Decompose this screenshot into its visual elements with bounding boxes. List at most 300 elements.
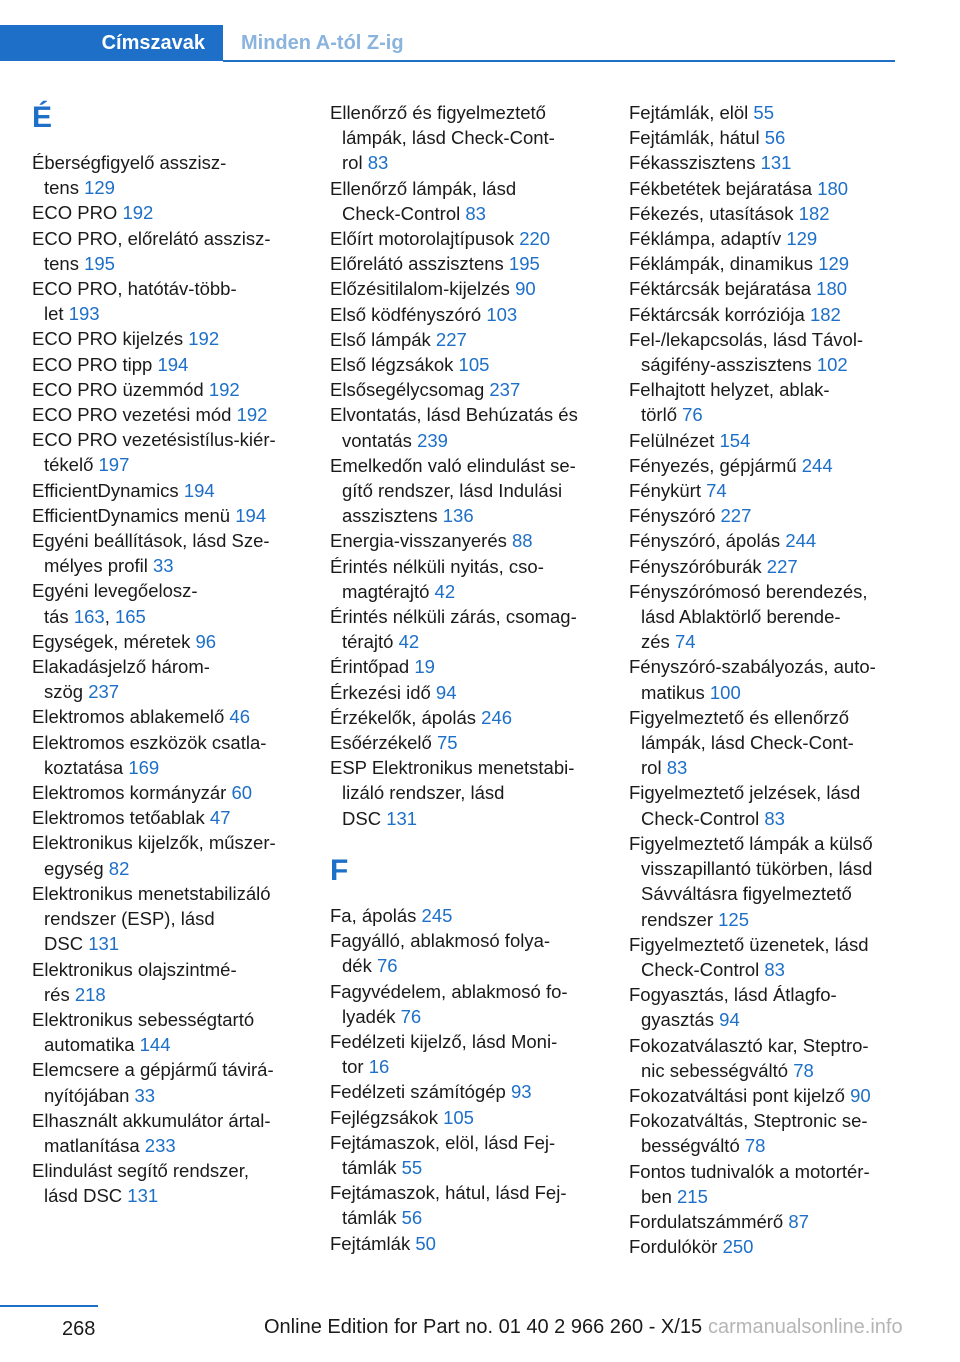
entry-text: ECO PRO, előrelátó asszisz- [32, 227, 271, 249]
page-link[interactable]: 237 [489, 379, 521, 401]
entry-text: Elektromos ablakemelő [32, 706, 225, 728]
section-letter: É [32, 101, 53, 134]
index-entry [629, 453, 901, 478]
index-entry [32, 377, 304, 402]
entry-text: lyadék [342, 1005, 396, 1027]
entry-text: zés [641, 631, 670, 653]
entry-text: Érzékelők, ápolás [330, 706, 477, 728]
index-entry [32, 276, 304, 326]
index-entry [32, 352, 304, 377]
page-link[interactable]: 33 [134, 1084, 156, 1106]
entry-text: Fel-/lekapcsolás, lásd Távol- [629, 328, 864, 350]
page-link[interactable]: 16 [368, 1056, 390, 1078]
index-entry [330, 928, 602, 978]
index-entry [330, 176, 602, 226]
page-link[interactable]: 131 [127, 1185, 159, 1207]
index-entry [32, 427, 304, 477]
index-entry [629, 1083, 901, 1108]
entry-text: Érkezési idő [330, 681, 431, 703]
index-entry [32, 704, 304, 729]
entry-text: Fedélzeti számítógép [330, 1081, 506, 1103]
entry-text: Check-Control [342, 202, 461, 224]
entry-text: Elakadásjelző három- [32, 656, 210, 678]
entry-text: Fa, ápolás [330, 904, 417, 926]
entry-text: lámpák, lásd Check-Cont- [342, 127, 555, 149]
index-entry [330, 1130, 602, 1180]
page-number: 268 [62, 1318, 96, 1340]
index-entry [629, 1234, 901, 1259]
index-entry [629, 428, 901, 453]
index-entry [32, 629, 304, 654]
entry-text: Fordulókör [629, 1236, 718, 1258]
page-link[interactable]: 90 [515, 278, 536, 300]
index-entry [330, 226, 602, 251]
entry-text: tens [44, 252, 79, 274]
page-link[interactable]: 131 [88, 933, 120, 955]
page-link[interactable]: 19 [414, 656, 435, 678]
page-link[interactable]: 136 [442, 505, 474, 527]
index-entry [330, 528, 602, 553]
index-entry [629, 503, 901, 528]
entry-text: Fékezés, utasítások [629, 202, 794, 224]
page-link[interactable]: 131 [386, 807, 418, 829]
page-link[interactable]: 78 [744, 1135, 766, 1157]
entry-text: rol [342, 152, 363, 174]
index-entry [32, 226, 304, 276]
entry-text: ECO PRO [32, 202, 118, 224]
entry-text: vontatás [342, 429, 412, 451]
index-entry [32, 881, 304, 957]
page-link[interactable]: 76 [376, 955, 398, 977]
index-entry [32, 654, 304, 704]
page-link[interactable]: 154 [719, 429, 751, 451]
entry-text: Fordulatszámmérő [629, 1210, 784, 1232]
entry-text: lásd DSC [44, 1185, 123, 1207]
index-entry [330, 755, 602, 831]
page-link[interactable]: 56 [764, 127, 786, 149]
page-link[interactable]: 82 [108, 857, 130, 879]
entry-text: dék [342, 955, 372, 977]
entry-text: koztatása [44, 756, 124, 778]
entry-text: tás [44, 605, 69, 627]
index-entry [629, 654, 901, 704]
entry-text: Fejtámlák, hátul [629, 127, 760, 149]
index-entry [629, 327, 901, 377]
index-entry [629, 932, 901, 982]
entry-text: Egységek, méretek [32, 630, 191, 652]
index-entry [629, 478, 901, 503]
entry-text: Fedélzeti kijelző, lásd Moni- [330, 1030, 558, 1052]
page-link[interactable]: 192 [208, 378, 240, 400]
entry-text: EfficientDynamics menü [32, 504, 231, 526]
page-link[interactable]: 83 [666, 757, 688, 779]
index-entry [629, 528, 901, 553]
entry-text: EfficientDynamics [32, 479, 179, 501]
page-link[interactable]: 75 [436, 732, 458, 754]
page-link[interactable]: 83 [764, 807, 785, 829]
header-tabbar [0, 25, 895, 61]
page-link[interactable]: 169 [128, 756, 160, 778]
entry-text: Előrelátó asszisztens [330, 253, 504, 275]
entry-text: Érintés nélküli nyitás, cso- [330, 555, 544, 577]
page-link[interactable]: 76 [400, 1005, 422, 1027]
index-entry [330, 100, 602, 176]
index-entry [629, 1033, 901, 1083]
entry-text: Fénykürt [629, 480, 701, 502]
entry-text: DSC [44, 933, 84, 955]
entry-text: lizáló rendszer, lásd [342, 782, 505, 804]
index-entry [629, 125, 901, 150]
index-entry [629, 377, 901, 427]
index-entry [32, 805, 304, 830]
page-link[interactable]: 250 [722, 1236, 754, 1258]
watermark: carmanualsonline.info [708, 1316, 903, 1338]
page-link[interactable]: 182 [809, 303, 841, 325]
page-link[interactable]: 220 [519, 228, 551, 250]
page-link[interactable]: 76 [682, 404, 703, 426]
section-letter: F [330, 853, 349, 887]
entry-text: rol [641, 757, 662, 779]
page-link[interactable]: 239 [417, 429, 448, 451]
index-entry [330, 1105, 602, 1130]
page-link[interactable]: 193 [68, 303, 100, 325]
index-entry [629, 1209, 901, 1234]
page-link[interactable]: 105 [443, 1106, 474, 1128]
entry-text: mélyes profil [44, 555, 148, 577]
entry-text: térajtó [342, 631, 394, 653]
entry-text: Elvontatás, lásd Behúzatás és [330, 404, 578, 426]
entry-text: Fényszóró [629, 505, 716, 527]
entry-text: automatika [44, 1034, 135, 1056]
entry-text: Figyelmeztető üzenetek, lásd [629, 933, 869, 955]
page-link[interactable]: 246 [481, 706, 513, 728]
index-entry [629, 251, 901, 276]
entry-text: gítő rendszer, lásd Indulási [342, 480, 563, 502]
entry-text: egység [44, 857, 104, 879]
index-entry [629, 705, 901, 781]
page-link[interactable]: 125 [718, 908, 749, 930]
page-link[interactable]: 195 [84, 252, 115, 274]
entry-text: Féklámpa, adaptív [629, 228, 782, 250]
entry-text: Féklámpák, dinamikus [629, 253, 814, 275]
page-link[interactable]: 83 [465, 202, 486, 224]
page-link[interactable]: 131 [760, 152, 792, 174]
index-entry [330, 402, 602, 452]
index-column-1 [32, 100, 304, 1209]
index-entry [330, 302, 602, 327]
index-entry [629, 1108, 901, 1158]
index-entry: Egyéni levegőelosz- tás 163, 165 [32, 580, 198, 627]
page-link[interactable]: 195 [508, 253, 540, 275]
page-link[interactable]: 218 [74, 983, 106, 1005]
entry-text: bességváltó [641, 1135, 740, 1157]
entry-text: Elektromos kormányzár [32, 782, 227, 804]
index-entry [32, 1158, 304, 1208]
entry-text: Ellenőrző és figyelmeztető [330, 102, 546, 123]
entry-text: nyítójában [44, 1084, 130, 1106]
entry-text: Elemcsere a gépjármű távirá- [32, 1059, 274, 1081]
entry-text: rendszer (ESP), lásd [44, 908, 215, 930]
page-link[interactable]: 180 [816, 278, 848, 300]
entry-text: Előzésitilalom-kijelzés [330, 278, 510, 300]
entry-text: Fagyálló, ablakmosó folya- [330, 930, 551, 952]
entry-text: Elektronikus kijelzők, műszer- [32, 832, 276, 854]
index-entry [629, 982, 901, 1032]
page-link[interactable]: 129 [84, 177, 115, 199]
index-entry [330, 1180, 602, 1230]
page-link[interactable]: 55 [401, 1156, 423, 1178]
footer-divider [0, 1305, 98, 1307]
index-entry [32, 150, 304, 200]
entry-text: Elektromos tetőablak [32, 807, 205, 829]
entry-text: ságifény-asszisztens [641, 354, 812, 376]
index-column-2 [330, 100, 602, 1256]
page-link[interactable]: 87 [788, 1210, 809, 1232]
page-link[interactable]: 129 [818, 253, 850, 275]
entry-text: tens [44, 177, 79, 199]
index-entry [330, 903, 602, 928]
index-entry [330, 377, 602, 402]
entry-text: Fényszóróburák [629, 555, 762, 577]
page-link[interactable]: 50 [415, 1232, 436, 1254]
entry-text: Féktárcsák bejáratása [629, 278, 812, 300]
entry-text: Check-Control [641, 807, 760, 829]
entry-text: ECO PRO, hatótáv-több- [32, 278, 237, 300]
entry-text: lásd Ablaktörlő berende- [641, 606, 841, 628]
page-link[interactable]: 182 [798, 202, 830, 224]
page-link[interactable]: 233 [144, 1134, 176, 1156]
entry-text: matikus [641, 681, 705, 703]
entry-text: Elektromos eszközök csatla- [32, 731, 267, 753]
page-link[interactable]: 163 [73, 605, 105, 627]
page-link[interactable]: 102 [816, 354, 848, 376]
entry-text: Egyéni levegőelosz- [32, 580, 198, 602]
entry-text: Emelkedőn való elindulást se- [330, 454, 576, 476]
index-entry [32, 200, 304, 225]
entry-text: Fejtámlák, elöl [629, 102, 749, 123]
entry-text: Fékbetétek bejáratása [629, 177, 813, 199]
page-link[interactable]: 192 [236, 404, 268, 426]
entry-text: Elsősegélycsomag [330, 379, 485, 401]
entry-text: rés [44, 983, 70, 1005]
entry-text: nic sebességváltó [641, 1059, 789, 1081]
entry-text: Egyéni beállítások, lásd Sze- [32, 530, 270, 552]
page-link[interactable]: 55 [753, 102, 774, 123]
page-link[interactable]: 237 [88, 681, 120, 703]
entry-text: ESP Elektronikus menetstabi- [330, 757, 575, 779]
index-entry [330, 730, 602, 755]
page-link[interactable]: 227 [720, 505, 752, 527]
tab-minden-a-z[interactable]: Minden A-tól Z-ig [241, 31, 404, 54]
entry-text: Figyelmeztető és ellenőrző [629, 706, 850, 728]
entry-text: Check-Control [641, 958, 760, 980]
entry-text: Elhasznált akkumulátor ártal- [32, 1109, 271, 1131]
entry-text: Fontos tudnivalók a motortér- [629, 1160, 870, 1182]
index-entry [32, 1057, 304, 1107]
page-link[interactable]: 47 [209, 807, 231, 829]
index-entry [330, 276, 602, 301]
entry-text: Ellenőrző lámpák, lásd [330, 177, 517, 199]
entry-text: tor [342, 1056, 364, 1078]
page-link[interactable]: 129 [786, 228, 818, 250]
index-entry [32, 780, 304, 805]
entry-text: Érintés nélküli zárás, csomag- [330, 606, 577, 628]
page-link[interactable]: 192 [122, 202, 154, 224]
page-link[interactable]: 42 [398, 631, 420, 653]
entry-text: Fejtámaszok, hátul, lásd Fej- [330, 1182, 567, 1204]
entry-text: Fogyasztás, lásd Átlagfo- [629, 984, 837, 1006]
entry-text: gyasztás [641, 1009, 715, 1031]
page-link[interactable]: 100 [709, 681, 741, 703]
page-link[interactable]: 165 [114, 605, 146, 627]
entry-text: matlanítása [44, 1134, 140, 1156]
tab-cimszavak[interactable]: Címszavak [0, 25, 223, 61]
index-entry [629, 554, 901, 579]
index-entry [330, 352, 602, 377]
page-link[interactable]: 194 [235, 504, 267, 526]
index-entry [330, 979, 602, 1029]
page-link[interactable]: 245 [421, 904, 453, 926]
index-entry [32, 957, 304, 1007]
entry-text: Fokozatváltás, Steptronic se- [629, 1110, 868, 1132]
index-entry [629, 276, 901, 301]
page-link[interactable]: 94 [719, 1009, 740, 1031]
page-link[interactable]: 194 [183, 479, 215, 501]
index-entry [32, 478, 304, 503]
index-entry [629, 579, 901, 655]
entry-text: Fagyvédelem, ablakmosó fo- [330, 980, 568, 1002]
page-link[interactable]: 194 [157, 353, 189, 375]
page-link[interactable]: 96 [195, 630, 217, 652]
entry-text: asszisztens [342, 505, 438, 527]
entry-text: ECO PRO kijelzés [32, 328, 184, 350]
page-link[interactable]: 60 [231, 782, 253, 804]
entry-text: Energia-visszanyerés [330, 530, 507, 552]
entry-text: Féktárcsák korróziója [629, 303, 805, 325]
entry-text: Esőérzékelő [330, 732, 432, 754]
index-entry [330, 327, 602, 352]
index-entry [32, 402, 304, 427]
index-column-3 [629, 100, 901, 1259]
page-link[interactable]: 215 [677, 1185, 708, 1207]
index-entry [629, 201, 901, 226]
index-entry [330, 705, 602, 730]
page-link[interactable]: 227 [766, 555, 798, 577]
entry-text: tékelő [44, 454, 94, 476]
index-entry [32, 1007, 304, 1057]
page-link[interactable]: 105 [458, 354, 490, 376]
page-link[interactable]: 244 [785, 530, 817, 552]
entry-text: visszapillantó tükörben, lásd [641, 858, 873, 880]
page-link[interactable]: 180 [817, 177, 849, 199]
entry-text: lámpák, lásd Check-Cont- [641, 732, 854, 754]
entry-text: Elektronikus sebességtartó [32, 1008, 255, 1030]
entry-text: Fékasszisztens [629, 152, 756, 174]
index-entry [330, 251, 602, 276]
index-entry [629, 176, 901, 201]
page-link[interactable]: 90 [850, 1084, 871, 1106]
entry-text: Első légzsákok [330, 354, 454, 376]
entry-text: Figyelmeztető lámpák a külső [629, 832, 873, 854]
tab-underline [223, 60, 895, 62]
page-link[interactable]: 74 [674, 631, 696, 653]
index-entry [629, 302, 901, 327]
entry-text: Felülnézet [629, 429, 715, 451]
entry-text: Elektronikus menetstabilizáló [32, 882, 271, 904]
entry-text: ben [641, 1185, 672, 1207]
entry-text: Első ködfényszóró [330, 303, 482, 325]
page-link[interactable]: 33 [152, 555, 174, 577]
entry-text: Fejtámlák [330, 1232, 411, 1254]
page-link[interactable]: 46 [229, 706, 250, 728]
entry-text: DSC [342, 807, 382, 829]
page-link[interactable]: 74 [706, 480, 727, 502]
index-entry [330, 1079, 602, 1104]
page-link[interactable]: 227 [435, 328, 467, 350]
index-entry [32, 830, 304, 880]
page-link[interactable]: 56 [401, 1207, 423, 1229]
index-entry [32, 1108, 304, 1158]
index-entry [330, 680, 602, 705]
entry-text: Fényszóró-szabályozás, auto- [629, 656, 876, 678]
entry-text: Előírt motorolajtípusok [330, 228, 515, 250]
index-entry [629, 100, 901, 125]
index-entry [629, 1159, 901, 1209]
entry-text: Fényszóró, ápolás [629, 530, 781, 552]
page-link[interactable]: 42 [434, 580, 456, 602]
index-entry [32, 326, 304, 351]
entry-text: let [44, 303, 64, 325]
page-link[interactable]: 83 [764, 958, 785, 980]
page-link[interactable]: 197 [98, 454, 130, 476]
page-link[interactable]: 144 [139, 1034, 171, 1056]
index-entry [330, 604, 602, 654]
index-entry [629, 780, 901, 830]
page-link[interactable]: 94 [435, 681, 457, 703]
page-link[interactable]: 83 [367, 152, 389, 174]
page-link[interactable]: 93 [510, 1081, 532, 1103]
page-link[interactable]: 192 [188, 328, 220, 350]
entry-text: Elindulást segítő rendszer, [32, 1160, 249, 1182]
entry-text: Fejlégzsákok [330, 1106, 438, 1128]
entry-text: Első lámpák [330, 328, 431, 350]
index-entry [629, 226, 901, 251]
edition-text: Online Edition for Part no. 01 40 2 966 260 - X/15 [264, 1316, 703, 1338]
entry-text: Fokozatválasztó kar, Steptro- [629, 1034, 869, 1056]
entry-text: Elektronikus olajszintmé- [32, 958, 237, 980]
index-entry [330, 1231, 602, 1256]
index-entry [330, 654, 602, 679]
page-link[interactable]: 88 [512, 530, 533, 552]
entry-text: Fejtámaszok, elöl, lásd Fej- [330, 1131, 556, 1153]
entry-text: Figyelmeztető jelzések, lásd [629, 782, 861, 804]
entry-text: rendszer [641, 908, 713, 930]
index-entry [32, 503, 304, 528]
index-entry [629, 150, 901, 175]
index-entry [32, 528, 304, 578]
entry-text: támlák [342, 1207, 397, 1229]
index-entry [629, 831, 901, 932]
entry-text: szög [44, 681, 84, 703]
page-link[interactable]: 78 [793, 1059, 814, 1081]
entry-text: Fényszórómosó berendezés, [629, 580, 868, 602]
entry-text: Éberségfigyelő asszisz- [32, 152, 227, 173]
index-entry [330, 453, 602, 529]
page-link[interactable]: 103 [486, 303, 518, 325]
entry-text: Érintőpad [330, 656, 410, 678]
index-entry [330, 1029, 602, 1079]
page-link[interactable]: 244 [801, 454, 833, 476]
